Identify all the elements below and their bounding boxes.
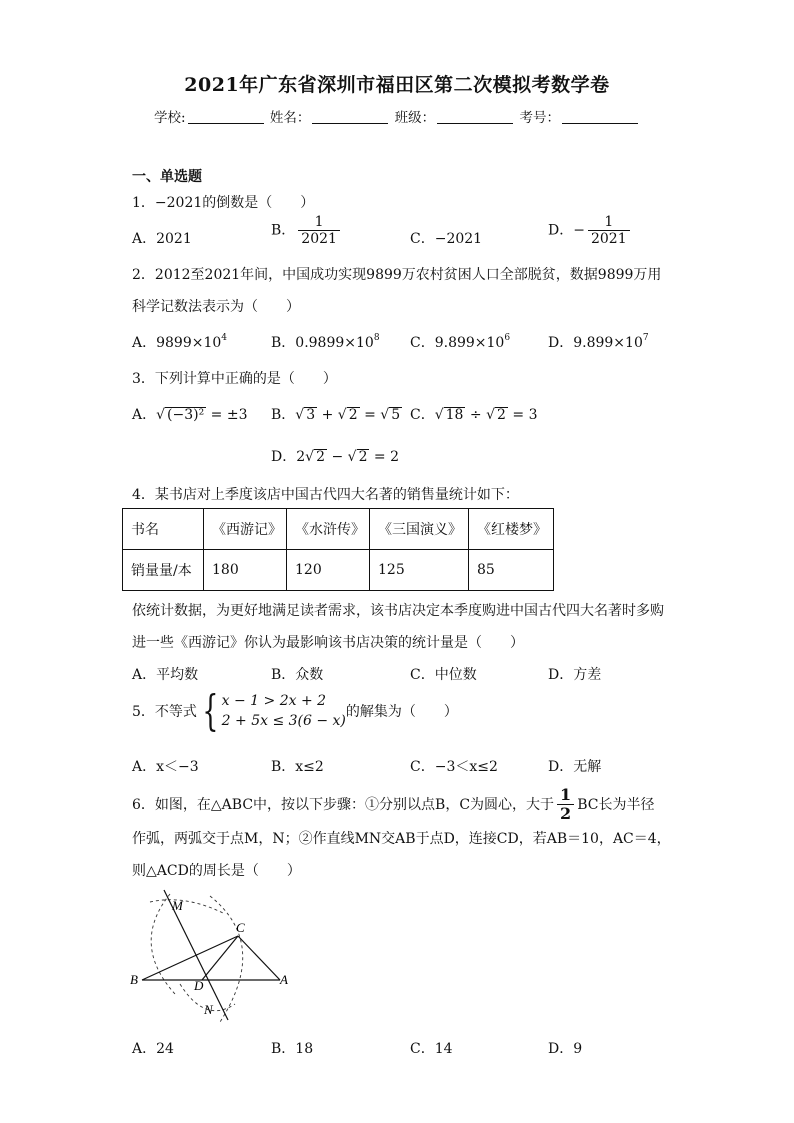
- q4-option-b: B．众数: [271, 667, 324, 683]
- q2-b-exponent: 8: [373, 333, 380, 343]
- q1-d-numerator: 1: [604, 214, 614, 230]
- q2-option-c: [410, 332, 510, 352]
- q4-stem: 4．某书店对上季度该店中国古代四大名著的销售量统计如下：: [132, 487, 519, 503]
- label-d: D: [194, 978, 204, 993]
- q4-option-a: A．平均数: [132, 667, 199, 683]
- q3-d-radicand2: 2: [358, 449, 368, 465]
- name-label: 姓名：: [269, 110, 311, 126]
- q3-d-sqrt2: √ 2: [347, 449, 368, 465]
- half-numerator: 1: [560, 785, 572, 804]
- q1-stem: 1．−2021的倒数是（ ）: [132, 195, 315, 211]
- student-info-line: [0, 106, 794, 126]
- q2-line2: 科学记数法表示为（ ）: [132, 299, 300, 315]
- segment-cd: [202, 936, 238, 980]
- inequality-2: 2 + 5x ≤ 3(6 − x): [221, 713, 346, 729]
- q3-b-radicand2: 2: [348, 407, 358, 423]
- q3-b-sqrt3: √ 5: [380, 407, 401, 423]
- q3-d-minus: −: [327, 449, 348, 465]
- q3-option-b: [271, 404, 402, 424]
- q3-b-plus: +: [317, 407, 338, 423]
- q6-line1: [132, 786, 654, 824]
- name-blank[interactable]: [312, 109, 388, 124]
- section-title: 一、单选题: [132, 169, 202, 185]
- q6-line2: 作弧，两弧交于点M，N；②作直线MN交AB于点D，连接CD，若AB＝10，AC＝4，: [132, 831, 671, 847]
- number-blank[interactable]: [562, 109, 638, 124]
- arc-top: [150, 900, 225, 914]
- q4-option-c: C．中位数: [410, 667, 477, 683]
- school-blank[interactable]: [188, 109, 264, 124]
- q3-c-radicand1: 18: [445, 407, 464, 423]
- q3-b-eq: =: [359, 407, 381, 423]
- table-row: [123, 509, 554, 550]
- table-cell: 125: [370, 550, 469, 591]
- table-cell: 销量量/本: [123, 550, 204, 591]
- q5-option-d: D．无解: [548, 759, 602, 775]
- q3-a-rest: = ±3: [206, 407, 248, 423]
- q3-c-prefix: C．: [410, 407, 435, 423]
- q3-c-rest: = 3: [507, 407, 538, 423]
- q6-option-c: C．14: [410, 1041, 453, 1057]
- sales-table: [122, 508, 554, 591]
- q1-b-denominator: 2021: [298, 230, 340, 247]
- q3-b-sqrt1: √ 3: [295, 407, 316, 423]
- q3-c-sqrt2: √ 2: [486, 407, 506, 423]
- q2-a-text: A．9899×10: [132, 335, 222, 351]
- q6-line1-a: 6．如图，在△ABC中，按以下步骤：①分别以点B，C为圆心，大于: [132, 796, 555, 813]
- q4-option-d: D．方差: [548, 667, 602, 683]
- half-fraction: [557, 786, 574, 824]
- table-cell: 120: [287, 550, 370, 591]
- q1-b-numerator: 1: [314, 214, 324, 230]
- q1-b-prefix: B．: [271, 222, 296, 239]
- brace-symbol: {: [202, 686, 219, 735]
- q2-b-text: B．0.9899×10: [271, 335, 374, 351]
- q2-line1: 2．2012至2021年间，中国成功实现9899万农村贫困人口全部脱贫，数据9899万用: [132, 267, 662, 283]
- q6-option-a: A．24: [132, 1041, 174, 1057]
- class-blank[interactable]: [437, 109, 513, 124]
- q5-suffix: 的解集为（ ）: [345, 704, 458, 720]
- q2-a-exponent: 4: [221, 333, 228, 343]
- table-cell: 《红楼梦》: [469, 509, 554, 550]
- q2-d-exponent: 7: [642, 333, 649, 343]
- label-a: A: [280, 972, 288, 987]
- q3-b-radicand3: 5: [391, 407, 401, 423]
- table-cell: 180: [204, 550, 287, 591]
- table-cell: 《水浒传》: [287, 509, 370, 550]
- q4-line1: 依统计数据，为更好地满足读者需求，该书店决定本季度购进中国古代四大名著时多购: [132, 603, 664, 619]
- q3-d-radicand1: 2: [316, 449, 325, 465]
- q3-a-sqrt: √ (−3)²: [156, 407, 205, 423]
- q3-c-radicand2: 2: [497, 407, 506, 423]
- q1-d-fraction: [588, 214, 630, 247]
- q5-option-c: C．−3＜x≤2: [410, 759, 498, 775]
- q3-d-prefix: D．: [271, 449, 297, 465]
- table-cell: 85: [469, 550, 554, 591]
- table-cell: 《三国演义》: [370, 509, 469, 550]
- half-denominator: 2: [557, 804, 574, 823]
- class-label: 班级：: [394, 110, 436, 126]
- q6-option-b: B．18: [271, 1041, 314, 1057]
- q3-option-c: [410, 404, 538, 424]
- q1-option-d: [548, 214, 633, 247]
- q5-prefix: 5．不等式: [132, 704, 197, 720]
- q5-stem: [132, 686, 458, 735]
- label-m: M: [172, 898, 183, 913]
- q1-d-prefix: D．−: [548, 222, 585, 239]
- table-cell: 书名: [123, 509, 204, 550]
- q6-line1-b: BC长为半径: [577, 796, 655, 813]
- q1-d-denominator: 2021: [588, 230, 630, 247]
- q2-option-d: [548, 332, 649, 352]
- q2-d-text: D．9.899×10: [548, 335, 643, 351]
- label-c: C: [236, 920, 245, 935]
- q2-option-b: [271, 332, 380, 352]
- q3-option-d: [271, 446, 399, 466]
- q1-option-a: A．2021: [132, 231, 192, 247]
- q3-b-prefix: B．: [271, 407, 296, 423]
- segment-ca: [238, 936, 280, 980]
- q1-option-b: [271, 214, 343, 247]
- q4-line2: 进一些《西游记》你认为最影响该书店决策的统计量是（ ）: [132, 635, 524, 651]
- q3-c-sqrt1: √ 18: [434, 407, 464, 423]
- table-cell: 《西游记》: [204, 509, 287, 550]
- q3-d-coef: 2: [296, 449, 306, 465]
- q3-option-a: [132, 404, 248, 424]
- geometry-figure: [120, 884, 320, 1034]
- q3-stem: 3．下列计算中正确的是（ ）: [132, 371, 337, 387]
- arc-right: [210, 896, 243, 1022]
- q3-d-rest: = 2: [369, 449, 400, 465]
- q2-option-a: [132, 332, 227, 352]
- q6-line3: 则△ACD的周长是（ ）: [132, 863, 301, 879]
- q1-b-fraction: [298, 214, 340, 247]
- q3-b-radicand1: 3: [306, 407, 316, 423]
- inequality-system: [197, 686, 346, 735]
- label-n: N: [204, 1002, 213, 1017]
- label-b: B: [130, 972, 138, 987]
- q3-a-radicand: (−3)²: [167, 407, 205, 423]
- number-label: 考号：: [519, 110, 560, 126]
- q2-c-exponent: 6: [504, 333, 511, 343]
- q3-c-div: ÷: [465, 407, 487, 423]
- inequality-1: x − 1 > 2x + 2: [221, 693, 327, 709]
- q5-option-b: B．x≤2: [271, 759, 324, 775]
- q3-d-sqrt1: √ 2: [305, 449, 325, 465]
- q5-option-a: A．x＜−3: [132, 759, 199, 775]
- q3-b-sqrt2: √ 2: [337, 407, 358, 423]
- table-row: [123, 550, 554, 591]
- q1-option-c: C．−2021: [410, 231, 483, 247]
- school-label: 学校:: [154, 110, 186, 126]
- q2-c-text: C．9.899×10: [410, 335, 505, 351]
- q6-option-d: D．9: [548, 1041, 583, 1057]
- q3-a-prefix: A．: [132, 407, 157, 423]
- exam-title: 2021年广东省深圳市福田区第二次模拟考数学卷: [184, 74, 610, 96]
